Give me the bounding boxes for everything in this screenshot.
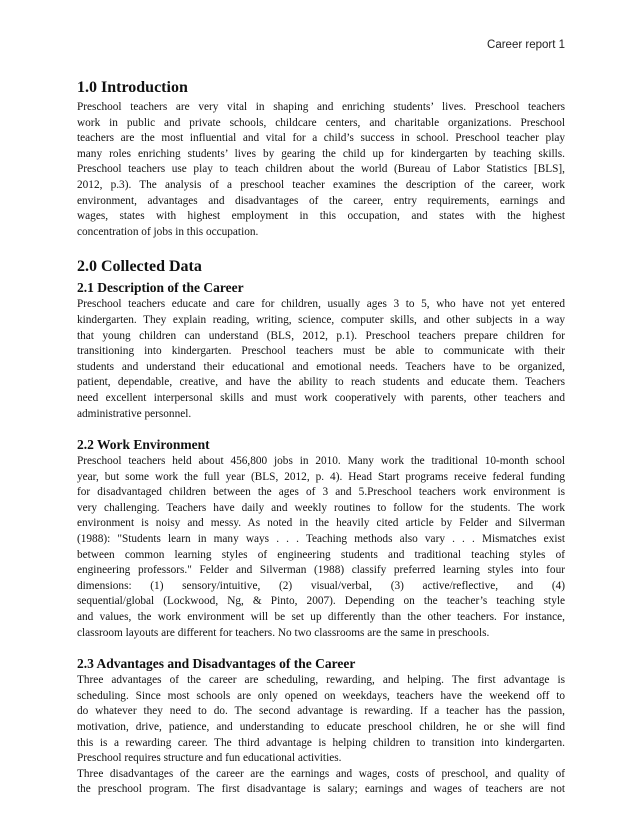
section-heading-introduction: 1.0 Introduction [77, 79, 188, 96]
text-line: engineering professors." Felder and Silverman (1988) classify preferred learning styles into four [77, 564, 565, 577]
text-line: between common learning styles of engineering students and traditional teaching styles of [77, 548, 565, 561]
text-line: Preschool teachers are very vital in shaping and enriching students’ lives. Preschool teachers [77, 101, 565, 113]
introduction-paragraph [77, 100, 565, 240]
text-line: Preschool teachers use play to teach children about the world (Bureau of Labor Statistics [BLS], [77, 163, 565, 176]
text-line: for disadvantaged children between the ages of 3 and 5.Preschool teachers work environment is [77, 486, 565, 499]
text-line: (1988): "Students learn in many ways . . . Teaching methods also vary . . . Mismatches exist [77, 533, 565, 546]
description-paragraph [77, 297, 565, 422]
text-line: administrative personnel. [77, 407, 192, 420]
work-environment-paragraph [77, 454, 565, 641]
text-line: this is a rewarding career. The third advantage is helping children to transition into kindergarten. [77, 736, 565, 749]
text-line: Preschool teachers educate and care for children, usually ages 3 to 5, who have not yet entered [77, 298, 565, 311]
text-line: scheduling. Since most schools are only opened on weekdays, teachers have the weekend off to [77, 689, 565, 702]
text-line: motivation, drive, patience, and understanding to educate preschool children, he or she will find [77, 721, 565, 733]
text-line: environment is noisy and messy. As noted in the heavily cited article by Felder and Silverman [77, 517, 565, 530]
subsection-heading-advantages: 2.3 Advantages and Disadvantages of the Career [77, 656, 356, 672]
text-line: do whatever they need to do. The second advantage is rewarding. If a teacher has the passion, [77, 705, 565, 718]
text-line: year, but some work the full year (BLS, 2012, p. 4). Head Start programs receive federal funding [77, 470, 565, 483]
text-line: wages, states with highest employment in this occupation, and states with the highest [77, 210, 565, 223]
text-line: the preschool program. The first disadvantage is salary; earnings and wages of teachers are not [77, 783, 565, 796]
text-line: kindergarten. They explain reading, writing, science, computer skills, and other subjects in a way [77, 313, 565, 326]
disadvantages-paragraph [77, 767, 565, 798]
page-header: Career report 1 [487, 39, 565, 51]
text-line: Three advantages of the career are scheduling, rewarding, and helping. The first advantage is [77, 674, 565, 687]
section-heading-collected-data: 2.0 Collected Data [77, 258, 202, 276]
text-line: need excellent interpersonal skills and must work cooperatively with parents, other teachers and [77, 391, 565, 404]
text-line: Preschool requires structure and fun educational activities. [77, 752, 342, 765]
text-line: work in public and private schools, childcare centers, and charitable organizations. Preschool [77, 116, 565, 129]
text-line: and values, the work environment will be set up differently than the other teachers. For instance, [77, 611, 565, 624]
text-line: environment, advantages and disadvantages of the career, entry requirements, earnings and [77, 194, 565, 207]
text-line: transitioning into kindergarten. Preschool teachers must be able to communicate with their [77, 345, 565, 358]
text-line: dimensions: (1) sensory/intuitive, (2) visual/verbal, (3) active/reflective, and (4) [77, 579, 565, 592]
subsection-heading-description: 2.1 Description of the Career [77, 280, 244, 296]
text-line: many roles enriching students’ lives by gearing the child up for kindergarten by teaching skills. [77, 147, 565, 160]
text-line: Preschool teachers held about 456,800 jobs in 2010. Many work the traditional 10-month school [77, 455, 565, 468]
text-line: classroom layouts are different for teachers. No two classrooms are the same in preschools. [77, 626, 490, 639]
subsection-heading-work-environment: 2.2 Work Environment [77, 437, 210, 453]
advantages-paragraph [77, 673, 565, 767]
text-line: Three disadvantages of the career are the earnings and wages, costs of preschool, and quality of [77, 767, 565, 780]
document-body [77, 78, 565, 798]
text-line: teachers are the most influential and vital for a child’s success in school. Preschool teacher play [77, 132, 565, 145]
text-line: sequential/global (Lockwood, Ng, & Pinto, 2007). Depending on the teacher’s teaching style [77, 595, 565, 608]
text-line: very challenging. Teachers have daily and weekly routines to follow for the students. The work [77, 501, 565, 514]
text-line: 2012, p.3). The analysis of a preschool teacher examines the description of the career, work [77, 178, 565, 191]
text-line: students and understand their educational and emotional needs. Teachers have to be organized, [77, 360, 565, 373]
text-line: that young children can understand (BLS, 2012, p.1). Preschool teachers prepare children for [77, 329, 565, 342]
text-line: patient, dependable, creative, and have the ability to reach students and educate them. Teachers [77, 376, 565, 389]
text-line: concentration of jobs in this occupation. [77, 225, 259, 238]
